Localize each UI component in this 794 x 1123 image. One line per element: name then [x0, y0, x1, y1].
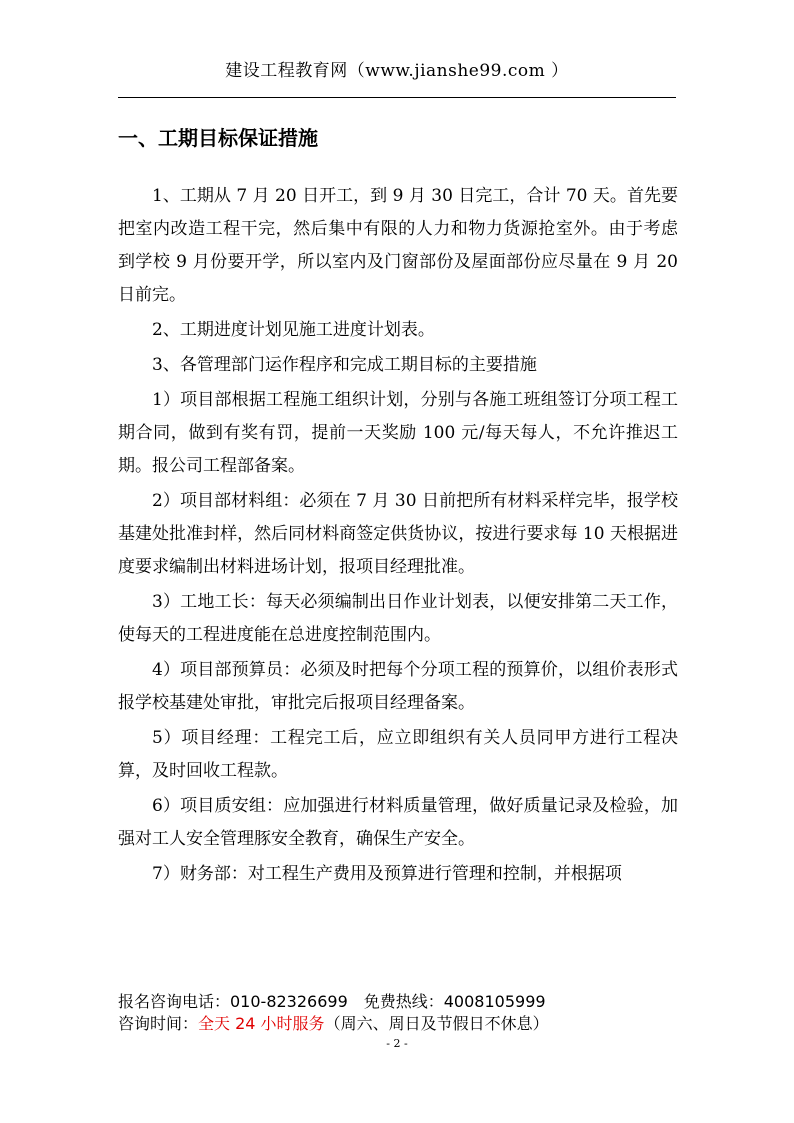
- footer-hours-label: 咨询时间：: [118, 1014, 199, 1033]
- paragraph-5: 2）项目部材料组：必须在 7 月 30 日前把所有材料采样完毕，报学校基建处批准封样，然后同材料商签定供货协议，按进行要求每 10 天根据进度要求编制出材料进场计划，报项目经理批准。: [118, 491, 678, 577]
- paragraph-7: 4）项目部预算员：必须及时把每个分项工程的预算价，以组价表形式报学校基建处审批，审批完后报项目经理备案。: [118, 660, 678, 713]
- paragraph-9: 6）项目质安组：应加强进行材料质量管理，做好质量记录及检验，加强对工人安全管理豚安全教育，确保生产安全。: [118, 796, 678, 849]
- page-footer: [118, 991, 678, 1035]
- paragraph-8: 5）项目经理：工程完工后，应立即组织有关人员同甲方进行工程决算，及时回收工程款。: [118, 728, 678, 781]
- paragraph-1: 1、工期从 7 月 20 日开工，到 9 月 30 日完工，合计 70 天。首先要把室内改造工程干完，然后集中有限的人力和物力货源抢室外。由于考虑到学校 9 月份要开学，所以室内及门窗部份及屋面部份应尽量在 9 月 20 日前完。: [118, 186, 678, 305]
- footer-contact-line: 报名咨询电话：010-82326699 免费热线：4008105999: [118, 992, 546, 1011]
- paragraph-6: 3）工地工长：每天必须编制出日作业计划表，以便安排第二天工作，使每天的工程进度能在总进度控制范围内。: [118, 592, 678, 645]
- page-number: - 2 -: [386, 1037, 408, 1050]
- paragraph-2: 2、工期进度计划见施工进度计划表。: [152, 320, 435, 340]
- section-heading: 一、工期目标保证措施: [118, 126, 318, 150]
- document-body: [118, 180, 678, 891]
- page-header: 建设工程教育网（www.jianshe99.com ）: [225, 61, 569, 81]
- footer-hours-highlight: 全天 24 小时服务: [198, 1014, 325, 1033]
- paragraph-3: 3、各管理部门运作程序和完成工期目标的主要措施: [152, 355, 537, 375]
- paragraph-10: 7）财务部：对工程生产费用及预算进行管理和控制，并根据项: [152, 864, 622, 884]
- header-divider: [118, 97, 676, 98]
- paragraph-4: 1）项目部根据工程施工组织计划，分别与各施工班组签订分项工程工期合同，做到有奖有罚，提前一天奖励 100 元/每天每人，不允许推迟工期。报公司工程部备案。: [118, 390, 678, 476]
- footer-hours-note: （周六、周日及节假日不休息）: [324, 1014, 549, 1033]
- footer-hours-line: [118, 1013, 678, 1035]
